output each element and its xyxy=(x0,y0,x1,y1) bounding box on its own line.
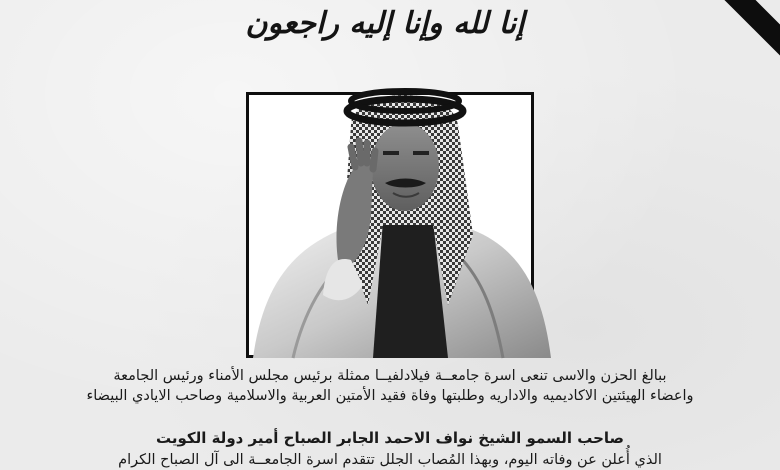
portrait-frame xyxy=(246,92,534,358)
portrait-image xyxy=(233,55,553,358)
mourning-ribbon xyxy=(720,0,780,60)
condolence-line-2: واعضاء الهيئتين الاكاديميه والاداريه وطلبتها وفاة فقيد الأمتين العربية والاسلامية وصاحب الايادي البيضاء xyxy=(86,388,694,404)
condolence-line-4: الذي أُعلن عن وفاته اليوم، وبهذا المُصاب الجلل تتقدم اسرة الجامعــة الى آل الصباح الكرام xyxy=(118,452,662,468)
calligraphy-title: إنا لله وإنا إليه راجعون xyxy=(245,6,525,41)
condolence-line-name: صاحب السمو الشيخ نواف الاحمد الجابر الصباح أمير دولة الكويت xyxy=(155,429,625,447)
condolence-line-1: ببالغ الحزن والاسى تنعى اسرة جامعــة فيلادلفيــا ممثلة برئيس مجلس الأمناء ورئيس الجامعة xyxy=(113,368,667,384)
